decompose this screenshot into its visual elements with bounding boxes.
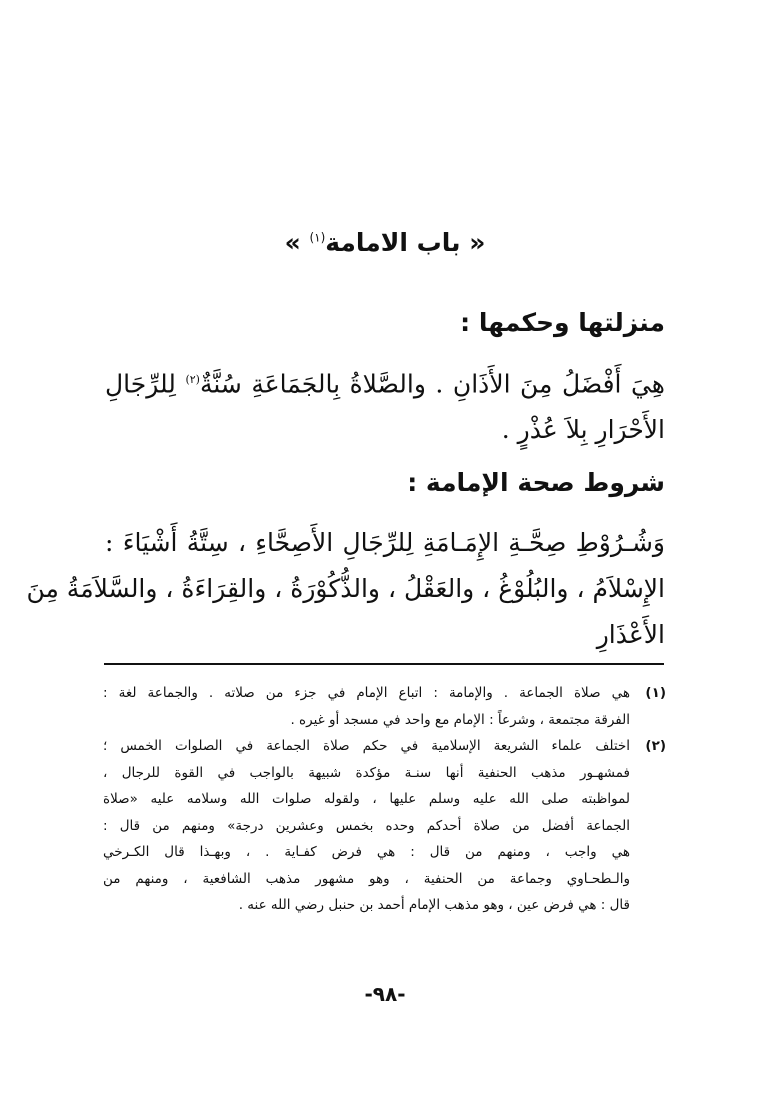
footnote-line: الجماعة أفضل من صلاة أحدكم وحده بخمس وعشرين درجة» ومنهم من قال : [103,817,630,834]
footnote-divider [104,663,664,665]
title-open-quote: « [460,228,486,257]
title-text: باب الامامة [325,228,461,257]
section-heading-conditions: شروط صحة الإمامة : [407,468,665,497]
body-line: وَشُـرُوْطِ صِحَّـةِ الإِمَـامَةِ لِلرِّجَالِ الأَصِحَّاءِ ، سِتَّةُ أَشْيَاءَ : [105,528,665,557]
footnote-line: الفرقة مجتمعة ، وشرعاً : الإمام مع واحد في مسجد أو غيره . [290,711,630,728]
footnotes [103,680,666,919]
body-line: الإِسْلاَمُ ، والبُلُوْغُ ، والعَقْلُ ، والذُّكُوْرَةُ ، والقِرَاءَةُ ، والسَّلاَمَةُ مِنَ [26,574,665,603]
chapter-title [0,228,770,257]
footnote-number: (٢) [645,738,666,754]
footnote-number: (١) [645,685,666,701]
body-line: الأَحْرَارِ بِلاَ عُذْرٍ . [501,415,665,445]
section-heading-status: منزلتها وحكمها : [460,308,665,337]
section-body-conditions [26,520,665,658]
body-line [105,357,665,407]
footnote-ref: (٢) [185,373,200,386]
section-body-status [105,357,665,453]
footnote-line: والـطحـاوي وجماعة من الحنفية ، وهو مشهور مذهب الشافعية ، ومنهم من [103,870,630,887]
footnote-line: فمشهـور مذهب الحنفية أنها سنـة مؤكدة شبيهة بالواجب في القوة للرجال ، [103,764,630,781]
title-footnote-ref: (١) [309,230,326,245]
footnote-line: قال : هي فرض عين ، وهو مذهب الإمام أحمد بن حنبل رضي الله عنه . [238,897,630,913]
footnote-line: هي صلاة الجماعة . والإمامة : اتباع الإمام في جزء من صلاته . والجماعة لغة : [103,685,630,701]
footnote-line: لمواظبته صلى الله عليه وسلم عليها ، ولقوله صلوات الله وسلامه عليه «صلاة [103,791,630,807]
title-close-quote: » [284,228,310,257]
page-number: -٩٨- [364,982,406,1006]
body-line-text: لِلرِّجَالِ [105,369,186,399]
footnote-1 [103,680,666,733]
footnote-line: هي واجب ، ومنهم من قال : هي فرض كفـاية . ، وبهـذا قال الكـرخي [103,844,630,860]
body-line: الأَعْذَارِ [596,620,665,649]
footnote-line: اختلف علماء الشريعة الإسلامية في حكم صلاة الجماعة في الصلوات الخمس ؛ [103,738,630,754]
footnote-2 [103,733,666,919]
body-line-text: هِيَ أَفْضَلُ مِنَ الأَذَانِ . والصَّلاةُ بِالجَمَاعَةِ سُنَّةٌ [199,369,665,399]
